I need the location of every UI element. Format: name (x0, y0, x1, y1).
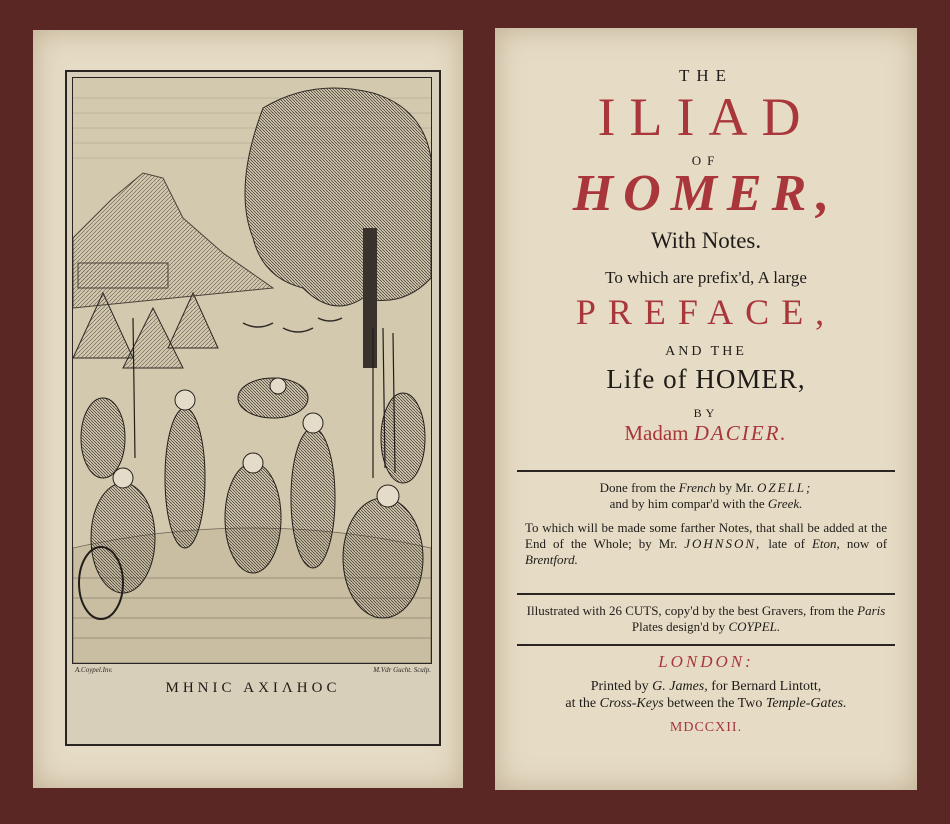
text-segment: and by him compar'd with the (609, 496, 765, 511)
translator-paragraph (525, 480, 887, 512)
with-notes: With Notes. (650, 228, 762, 253)
text-printer: G. James, (652, 679, 708, 694)
imprint-date: MDCCXII. (669, 720, 743, 735)
frontispiece-page (33, 30, 463, 788)
text-greek: Greek. (767, 496, 803, 511)
text-coypel: COYPEL. (728, 619, 781, 634)
engraved-plate (65, 70, 441, 746)
text-eton: Eton, (811, 536, 840, 551)
notes-paragraph (525, 520, 887, 568)
life-of-homer: Life of HOMER, (606, 364, 806, 394)
author-madam: Madam (624, 421, 689, 445)
artist-credit: A.Coypel.Inv. (75, 666, 113, 674)
imprint-paragraph (525, 678, 887, 712)
text-segment: Illustrated with 26 CUTS, copy'd by the best Gravers, from the (526, 603, 854, 618)
divider-rule (517, 644, 895, 646)
author-dacier: DACIER. (693, 421, 788, 445)
divider-rule (517, 593, 895, 595)
text-cross-keys: Cross-Keys (599, 696, 664, 711)
title-iliad: ILIAD (597, 87, 815, 147)
illustrations-paragraph (525, 603, 887, 635)
and-the: AND THE (665, 344, 747, 359)
engraving-illustration (72, 77, 432, 664)
text-segment: between the Two (667, 696, 763, 711)
text-johnson: JOHNSON, (684, 536, 762, 551)
engraver-credit: M.Vdr Gucht. Sculp. (373, 666, 431, 674)
text-segment: for Bernard Lintott, (711, 679, 822, 694)
text-brentford: Brentford. (525, 552, 578, 567)
title-the: THE (678, 66, 734, 85)
text-ozell: OZELL; (756, 480, 813, 495)
plate-caption: ΜΗΝΙC ΑΧΙΛΗΟC (165, 680, 341, 696)
text-segment: Done from the (599, 480, 676, 495)
text-segment: by Mr. (719, 480, 754, 495)
engraving-scene-icon (73, 78, 431, 663)
title-page (495, 28, 917, 790)
imprint-city: LONDON: (658, 652, 754, 671)
by-line: BY (693, 406, 719, 420)
text-segment: Plates design'd by (631, 619, 726, 634)
title-preface: PREFACE, (575, 292, 837, 332)
text-segment: Printed by (590, 679, 649, 694)
title-homer: HOMER, (572, 165, 840, 222)
author-line (495, 421, 917, 446)
text-segment: at the (565, 696, 597, 711)
title-of: OF (691, 153, 721, 168)
text-segment: now of (846, 536, 888, 551)
prefix-line: To which are prefix'd, A large (605, 268, 807, 287)
text-french: French (678, 480, 716, 495)
text-segment: To which will be made some farther Notes, that shall be added at the End of the Whole; by Mr. (525, 520, 887, 551)
text-temple-gates: Temple-Gates. (765, 696, 847, 711)
text-paris: Paris (857, 603, 886, 618)
text-segment: late of (768, 536, 805, 551)
divider-rule (517, 470, 895, 472)
